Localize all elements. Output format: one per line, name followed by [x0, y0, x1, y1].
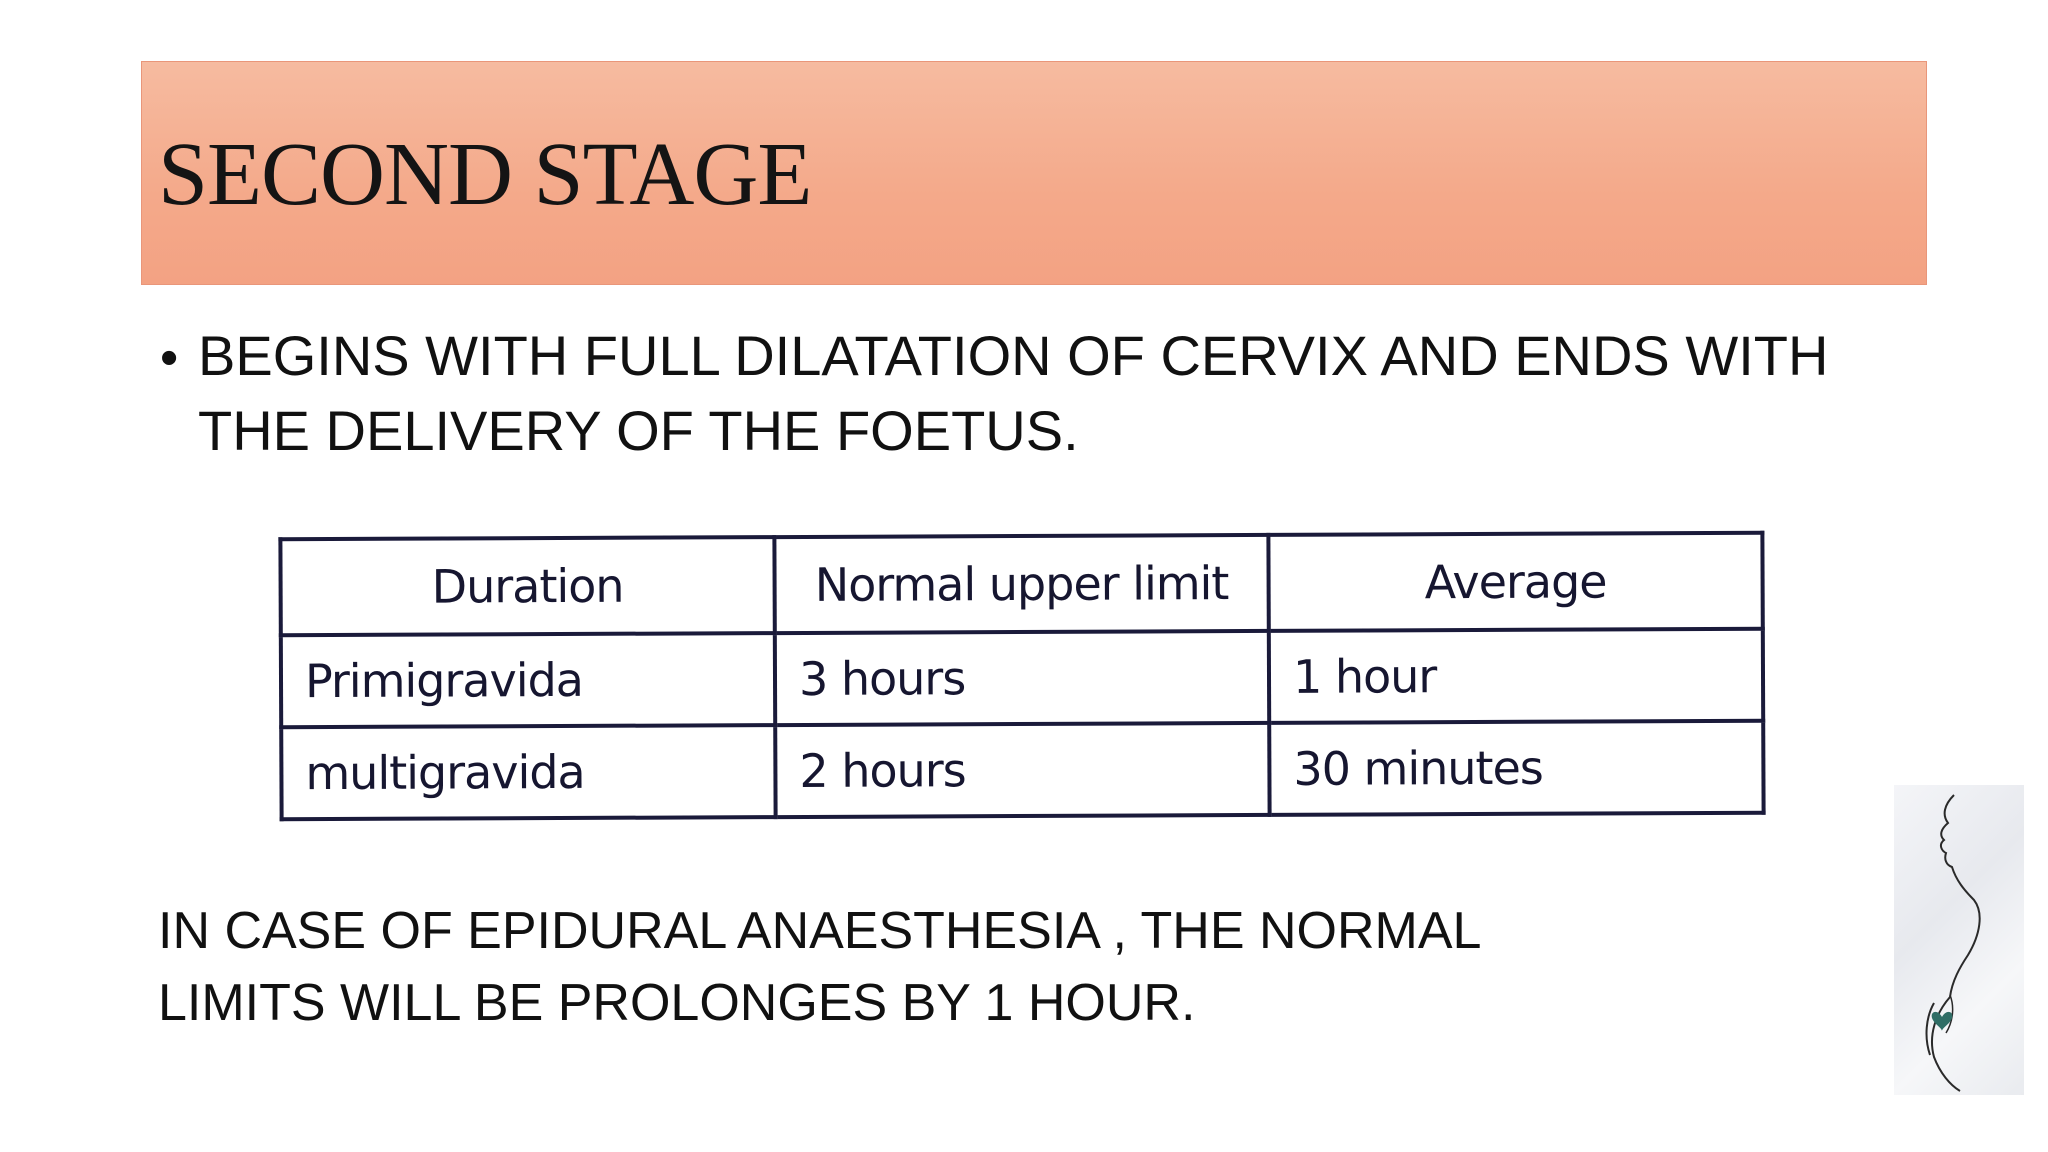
bullet-text: BEGINS WITH FULL DILATATION OF CERVIX AND ENDS WITH THE DELIVERY OF THE FOETUS. [198, 324, 1829, 462]
table-row [281, 629, 1763, 727]
table-header-row [280, 533, 1762, 635]
duration-table [278, 531, 1765, 821]
title-banner [141, 61, 1927, 285]
table-cell: 30 minutes [1269, 721, 1763, 815]
table-cell: multigravida [281, 725, 775, 819]
table-cell: 1 hour [1269, 629, 1763, 723]
pregnant-silhouette-icon [1894, 785, 2024, 1095]
slide-title: SECOND STAGE [158, 125, 812, 224]
table-header-cell: Duration [280, 537, 774, 635]
table-row [281, 721, 1763, 819]
bullet-point [160, 318, 1860, 468]
pregnant-silhouette-drawing [1894, 785, 2024, 1095]
table-cell: 3 hours [775, 631, 1269, 725]
bullet-dot-icon: • [160, 329, 179, 387]
table-cell: 2 hours [775, 723, 1269, 817]
epidural-note: IN CASE OF EPIDURAL ANAESTHESIA , THE NORMAL LIMITS WILL BE PROLONGES BY 1 HOUR. [158, 902, 1480, 1032]
table-header-cell: Average [1268, 533, 1762, 631]
table-cell: Primigravida [281, 633, 775, 727]
table-header-cell: Normal upper limit [774, 535, 1268, 633]
